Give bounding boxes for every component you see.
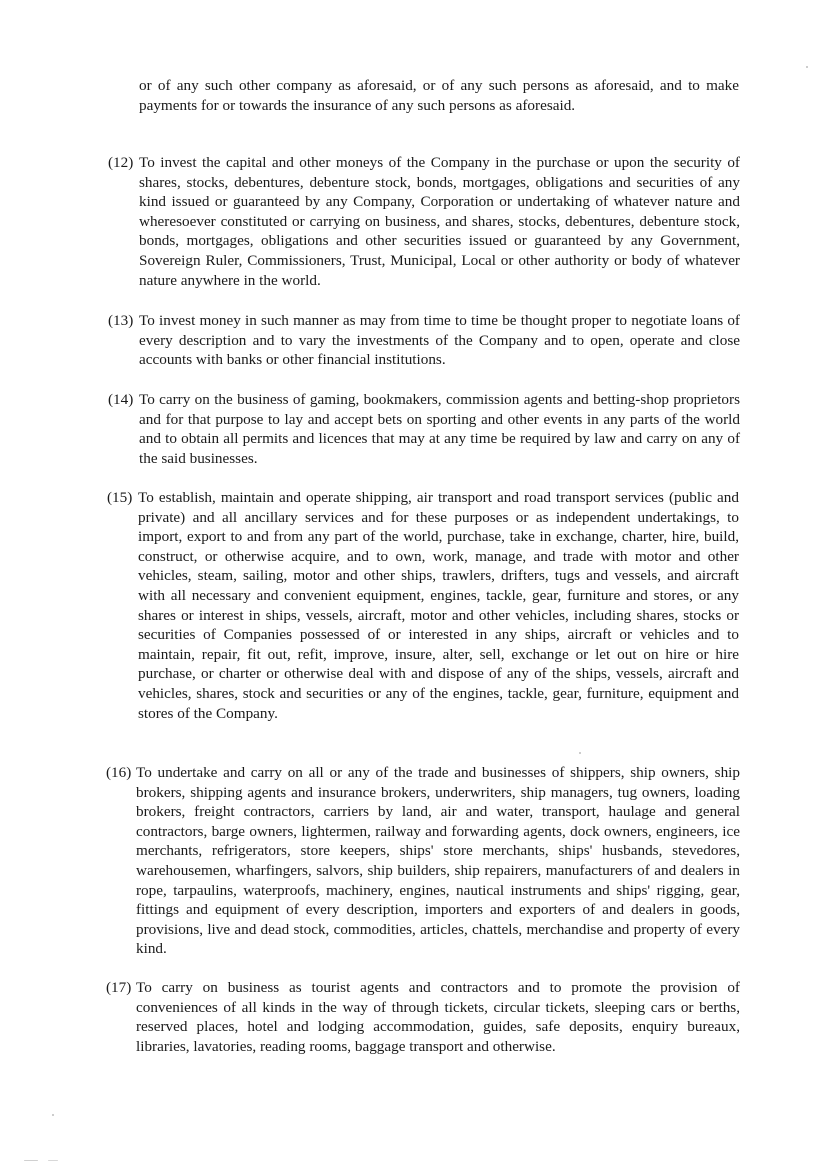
- clause-16: [106, 763, 740, 959]
- clause-15: [107, 488, 739, 723]
- clause-17: [106, 978, 740, 1056]
- clause-13: [108, 311, 740, 370]
- clause-text: To carry on the business of gaming, bookmakers, commission agents and betting-shop proprietors and for that purpose to lay and accept bets on sporting and other events in any parts of the world and to obtain all permits and licences that may at any time be required by law and carry on any of the said businesses.: [139, 391, 740, 467]
- clause-number: (14): [108, 391, 134, 408]
- scan-speck: [52, 1114, 54, 1116]
- clause-number: (13): [108, 312, 134, 329]
- scan-speck: [48, 1160, 58, 1161]
- clause-number: (16): [106, 764, 132, 781]
- clause-number: (12): [108, 154, 134, 171]
- continuation-paragraph: or of any such other company as aforesaid, or of any such persons as aforesaid, and to make payments for or towards the insurance of any such persons as aforesaid.: [139, 77, 739, 114]
- clause-text: To carry on business as tourist agents and contractors and to promote the provision of conveniences of all kinds in the way of through tickets, circular tickets, sleeping cars or berths, reserved places, hotel and lodging accommodation, guides, safe deposits, enquiry bureaux, libraries, lavatories, reading rooms, baggage transport and otherwise.: [136, 979, 740, 1055]
- clause-text: To invest the capital and other moneys of the Company in the purchase or upon the security of shares, stocks, debentures, debenture stock, bonds, mortgages, obligations and securities of any kind issued or guaranteed by any Company, Corporation or undertaking of whatever nature and wheresoever constituted or carrying on business, and shares, stocks, debentures, debenture stock, bonds, mortgages, obligations and other securities issued or guaranteed by any Government, Sovereign Ruler, Commissioners, Trust, Municipal, Local or other authority or body of whatever nature anywhere in the world.: [139, 154, 740, 289]
- clause-12: [108, 153, 740, 290]
- clause-number: (17): [106, 979, 132, 996]
- clause-text: To undertake and carry on all or any of the trade and businesses of shippers, ship owners, ship brokers, shipping agents and insurance brokers, underwriters, ship managers, tug owners, loading brokers, freight contractors, carriers by land, air and water, transport, haulage and general contractors, barge owners, lightermen, railway and forwarding agents, dock owners, engineers, ice merchants, refrigerators, store keepers, ships' store merchants, ships' husbands, stevedores, warehousemen, wharfingers, salvors, ship builders, ship repairers, manufacturers of and dealers in rope, tarpaulins, waterproofs, machinery, engines, nautical instruments and ships' rigging, gear, fittings and equipment of every description, importers and exporters of and dealers in goods, provisions, live and dead stock, commodities, articles, chattels, merchandise and property of every kind.: [136, 764, 740, 958]
- clause-text: To establish, maintain and operate shipping, air transport and road transport services (public and private) and all ancillary services and for these purposes or as independent undertakings, to import, export to and from any part of the world, purchase, take in exchange, charter, hire, build, construct, or otherwise acquire, and to own, work, manage, and trade with motor and other vehicles, steam, sailing, motor and other ships, trawlers, drifters, tugs and vessels, and aircraft with all necessary and convenient equipment, engines, tackle, gear, furniture and stores, or any shares or interest in ships, vessels, aircraft, motor and other vehicles, including shares, stocks or securities of Companies possessed of or interested in any ships, aircraft or vehicles and to maintain, repair, fit out, refit, improve, insure, alter, sell, exchange or let out on hire or hire purchase, or charter or otherwise deal with and dispose of any of the ships, vessels, aircraft and vehicles, shares, stock and securities or any of the engines, tackle, gear, furniture, equipment and stores of the Company.: [138, 489, 739, 722]
- clause-text: To invest money in such manner as may from time to time be thought proper to negotiate loans of every description and to vary the investments of the Company and to open, operate and close accounts with banks or other financial institutions.: [139, 312, 740, 369]
- scan-speck: [806, 66, 808, 68]
- scan-speck: [24, 1160, 38, 1161]
- scan-speck: [579, 752, 581, 754]
- clause-number: (15): [107, 489, 133, 506]
- clause-14: [108, 390, 740, 468]
